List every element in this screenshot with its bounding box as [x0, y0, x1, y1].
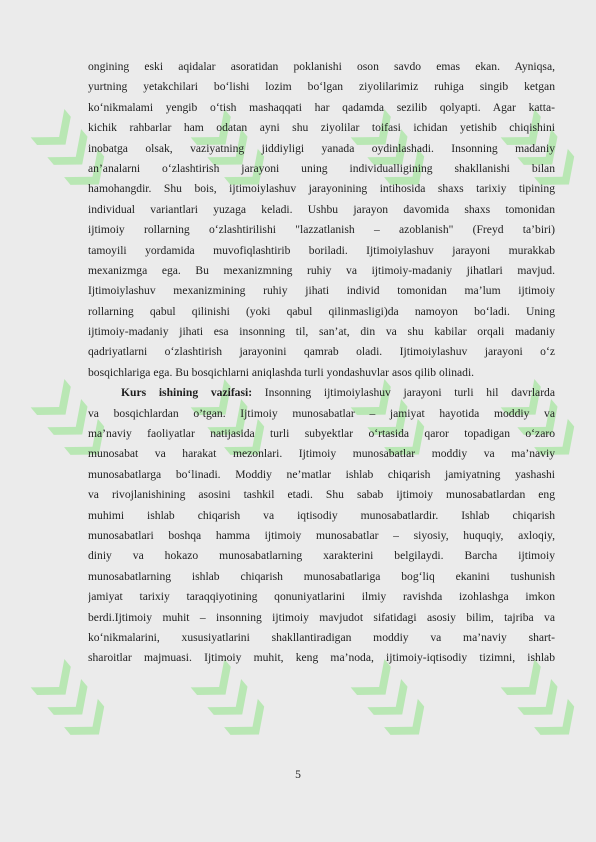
text-line: [88, 587, 555, 607]
line-text: va rivojlanishining asosini tashkil etadi. Shu sabab ijtimoiy munosabatlardan eng: [88, 488, 555, 502]
text-line: [88, 281, 555, 301]
watermark-mark: [31, 659, 116, 749]
line-text: kichik rahbarlar ham odatan ayni shu ziyolilar toifasi ichidan yetishib chiqishini: [88, 121, 555, 135]
watermark-chevron: [384, 699, 436, 749]
line-text: munosabat va harakat mezonlari. Ijtimoiy munosabatlar moddiy va ma’naviy: [88, 447, 555, 461]
text-line: [88, 139, 555, 159]
text-line: [88, 444, 555, 464]
line-text: ijtimoiy-madaniy jihati esa insonning til, san’at, din va shu kabilar orqali madaniy: [88, 325, 555, 339]
text-line: [88, 383, 555, 403]
text-line: [88, 342, 555, 362]
line-text: munosabatlarning ishlab chiqarish munosabatlariga bog‘liq ekanini tushunish: [88, 569, 555, 583]
text-line: [88, 98, 555, 118]
watermark-chevron: [367, 679, 419, 729]
line-text: yurtning yetakchilari bo‘lishi lozim bo‘lgan ziyolilarimiz ruhiga singib ketgan: [88, 80, 555, 94]
watermark-chevron: [224, 699, 276, 749]
line-text: ijtimoiy rollarning o‘zlashtirilishi "lazzatlanish – azoblanish" (Freyd ta’biri): [88, 223, 555, 237]
line-text: va bosqichlardan o’tgan. Ijtimoiy munosabatlar – jamiyat hayotida moddiy va: [88, 406, 555, 420]
text-line: [88, 57, 555, 77]
watermark-chevron: [64, 699, 116, 749]
text-line: [88, 363, 555, 383]
line-text: individual variantlari yuzaga keladi. Ushbu jarayon davomida shaxs tomonidan: [88, 202, 555, 216]
line-text: mexanizmga ega. Bu mexanizmning ruhiy va ijtimoiy-madaniy jihatlari mavjud.: [88, 263, 555, 277]
line-text: tamoyili yordamida muvofiqlashtirib boriladi. Ijtimoiylashuv jarayoni murakkab: [88, 243, 555, 257]
line-text: inobatga olsak, vaziyatning jiddiyligi yanada oydinlashadi. Insonning madaniy: [88, 141, 555, 155]
line-text: muhimi ishlab chiqarish va iqtisodiy munosabatlardir. Ishlab chiqarish: [88, 508, 555, 522]
line-text: ko‘nikmalami yengib o‘tish mashaqqati har qadamda sezilib qolyapti. Agar katta-: [88, 100, 555, 114]
text-line: [88, 506, 555, 526]
text-line: [88, 241, 555, 261]
line-text: diniy va hokazo munosabatlarning xarakterini belgilaydi. Barcha ijtimoiy: [88, 549, 555, 563]
line-text: munosabatlari boshqa hamma ijtimoiy munosabatlar – siyosiy, huquqiy, axloqiy,: [88, 528, 555, 542]
text-line: [88, 648, 555, 668]
text-line: [88, 302, 555, 322]
text-line: [88, 179, 555, 199]
text-line: [88, 608, 555, 628]
line-text: ma’naviy faoliyatlar natijasida turli subyektlar o‘rtasida qaror topadigan o‘zaro: [88, 427, 555, 441]
line-text: rollarning qabul qilinishi (yoki qabul qilinmasligi)da namoyon bo‘ladi. Uning: [88, 304, 555, 318]
line-text: hamohangdir. Shu bois, ijtimoiylashuv jarayonining intihosida shaxs tarixiy tipining: [88, 182, 555, 196]
watermark-chevron: [534, 699, 586, 749]
text-line: [88, 567, 555, 587]
text-line: [88, 485, 555, 505]
watermark-chevron: [207, 679, 259, 729]
text-line: [88, 77, 555, 97]
line-text: sharoitlar majmuasi. Ijtimoiy muhit, keng ma’noda, ijtimoiy-iqtisodiy tizimni, ishlab: [88, 651, 555, 665]
text-line: [88, 322, 555, 342]
text-line: [88, 220, 555, 240]
line-text: bosqichlariga ega. Bu bosqichlarni aniqlashda turli yondashuvlar asos qilib olinadi.: [88, 365, 475, 379]
watermark-mark: [351, 659, 436, 749]
watermark-chevron: [31, 659, 83, 709]
body-text: [88, 57, 555, 669]
text-line: [88, 200, 555, 220]
line-text: qadriyatlarni o‘zlashtirish jarayonini qamrab oladi. Ijtimoiylashuv jarayoni o‘z: [88, 345, 555, 359]
watermark-chevron: [47, 679, 99, 729]
line-text: munosabatlarga bo‘linadi. Moddiy ne’matlar ishlab chiqarish jamiyatning yashashi: [88, 467, 555, 481]
text-line: [88, 118, 555, 138]
line-text: ongining eski aqidalar asoratidan poklanishi oson savdo emas ekan. Ayniqsa,: [88, 60, 555, 73]
text-line: [88, 404, 555, 424]
line-text: Insonning ijtimoiylashuv jarayoni turli hil davrlarda: [252, 386, 555, 400]
line-text: Ijtimoiylashuv mexanizmining ruhiy jihati individ tomonidan ma’lum ijtimoiy: [88, 284, 555, 298]
watermark-mark: [501, 659, 586, 749]
text-line: [88, 424, 555, 444]
line-text: ko‘nikmalarini, xususiyatlarini shakllantiradigan moddiy va ma’naviy shart-: [88, 630, 555, 644]
watermark-chevron: [31, 379, 83, 429]
text-line: [88, 526, 555, 546]
watermark-mark: [191, 659, 276, 749]
watermark-chevron: [31, 109, 83, 159]
text-line: [88, 465, 555, 485]
line-text: an’analarni o‘zlashtirish jarayoni uning individualligining shakllanishi bilan: [88, 161, 555, 175]
watermark-chevron: [517, 679, 569, 729]
section-heading: Kurs ishining vazifasi:: [121, 386, 253, 400]
text-line: [88, 546, 555, 566]
line-text: berdi.Ijtimoiy muhit – insonning ijtimoiy mavjudot sifatidagi asosiy bilim, tajriba va: [88, 610, 555, 624]
line-text: jamiyat tarixiy taraqqiyotining qonuniyatlarini ilmiy ravishda izohlashga imkon: [88, 590, 555, 604]
text-line: [88, 159, 555, 179]
text-line: [88, 261, 555, 281]
text-line: [88, 628, 555, 648]
page-number: 5: [295, 768, 301, 781]
